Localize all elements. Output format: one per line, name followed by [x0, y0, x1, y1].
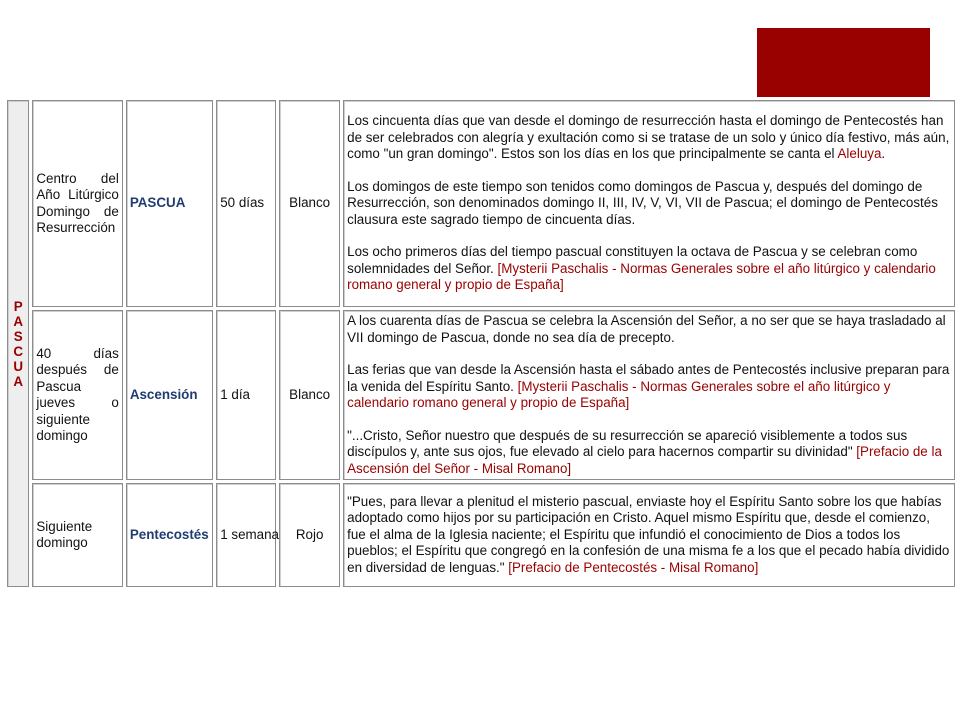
season-letter: A — [13, 313, 24, 329]
feast-name-cell: Ascensión — [126, 310, 213, 480]
description-cell — [343, 310, 955, 480]
description-text: Los cincuenta días que van desde el domingo de resurrección hasta el domingo de Pentecostés han de ser celebrados con alegría y exultación como si se tratase de un solo y único día festivo, más aún, como "un gran domingo". Estos son los días en los que principalmente se canta el — [347, 113, 950, 162]
season-letter: C — [13, 343, 24, 359]
season-letter: P — [13, 298, 23, 314]
liturgical-season-table — [4, 97, 958, 590]
description-paragraph — [347, 244, 951, 294]
red-accent-box — [757, 28, 930, 98]
table-row — [7, 483, 955, 587]
description-paragraph — [347, 313, 951, 346]
duration-cell: 1 semana — [216, 483, 276, 587]
liturgical-color-cell: Blanco — [279, 310, 340, 480]
description-text: A los cuarenta días de Pascua se celebra la Ascensión del Señor, a no ser que se haya trasladado al VII domingo de Pascua, donde no sea día de precepto. — [347, 313, 946, 345]
citation-link[interactable]: [Prefacio de la Ascensión del Señor - Misal Romano] — [347, 444, 942, 476]
table-row — [7, 310, 955, 480]
feast-name-cell: PASCUA — [126, 100, 213, 307]
liturgical-color-cell: Blanco — [279, 100, 340, 307]
citation-link[interactable]: [Mysterii Paschalis - Normas Generales sobre el año litúrgico y calendario romano general y propio de España] — [347, 378, 891, 410]
description-text: . — [881, 146, 886, 162]
description-paragraph — [347, 113, 951, 163]
aleluya-link[interactable]: Aleluya — [837, 146, 882, 162]
timing-cell: 40 días después de Pascua jueves o siguiente domingo — [32, 310, 122, 480]
citation-link[interactable]: [Mysterii Paschalis - Normas Generales sobre el año litúrgico y calendario romano general y propio de España] — [347, 260, 936, 293]
description-text: Los domingos de este tiempo son tenidos como domingos de Pascua y, después del domingo de Resurrección, son denominados domingo II, III, IV, V, VI, VII de Pascua; el domingo de Pentecostés clausura este sagrado tiempo de cincuenta días. — [347, 178, 938, 227]
description-text: Las ferias que van desde la Ascensión hasta el sábado antes de Pentecostés inclusive preparan para la venida del Espíritu Santo. — [347, 362, 950, 394]
duration-cell: 1 día — [216, 310, 276, 480]
feast-name-cell: Pentecostés — [126, 483, 213, 587]
season-letter: S — [13, 328, 23, 344]
description-paragraph — [347, 362, 951, 412]
description-paragraph — [347, 428, 951, 478]
liturgical-color-cell: Rojo — [279, 483, 340, 587]
season-letter: A — [13, 373, 24, 389]
timing-cell: Centro del Año Litúrgico Domingo de Resurrección — [32, 100, 122, 307]
duration-cell: 50 días — [216, 100, 276, 307]
description-text: "Pues, para llevar a plenitud el misterio pascual, enviaste hoy el Espíritu Santo sobre los que habías adoptado como hijos por su participación en Cristo. Aquel mismo Espíritu que, desde el comienzo, fue el alma de la Iglesia naciente; el Espíritu que infundió el conocimiento de Dios a todos los pueblos; el Espíritu que congregó en la confesión de una misma fe a los que el pecado había dividido en diversidad de lenguas." — [347, 493, 950, 575]
season-label-cell — [7, 100, 29, 587]
description-cell — [343, 483, 955, 587]
description-cell — [343, 100, 955, 307]
description-paragraph — [347, 179, 951, 229]
season-letter: U — [13, 358, 24, 374]
table-row — [7, 100, 955, 307]
season-label — [11, 299, 25, 389]
description-text: "...Cristo, Señor nuestro que después de su resurrección se apareció visiblemente a todos sus discípulos y, ante sus ojos, fue elevado al cielo para hacernos compartir su divinidad" — [347, 427, 908, 459]
citation-link[interactable]: [Prefacio de Pentecostés - Misal Romano] — [508, 559, 759, 575]
timing-cell: Siguiente domingo — [32, 483, 122, 587]
description-text: Los ocho primeros días del tiempo pascual constituyen la octava de Pascua y se celebran como solemnidades del Señor. — [347, 244, 918, 276]
description-paragraph — [347, 494, 951, 577]
